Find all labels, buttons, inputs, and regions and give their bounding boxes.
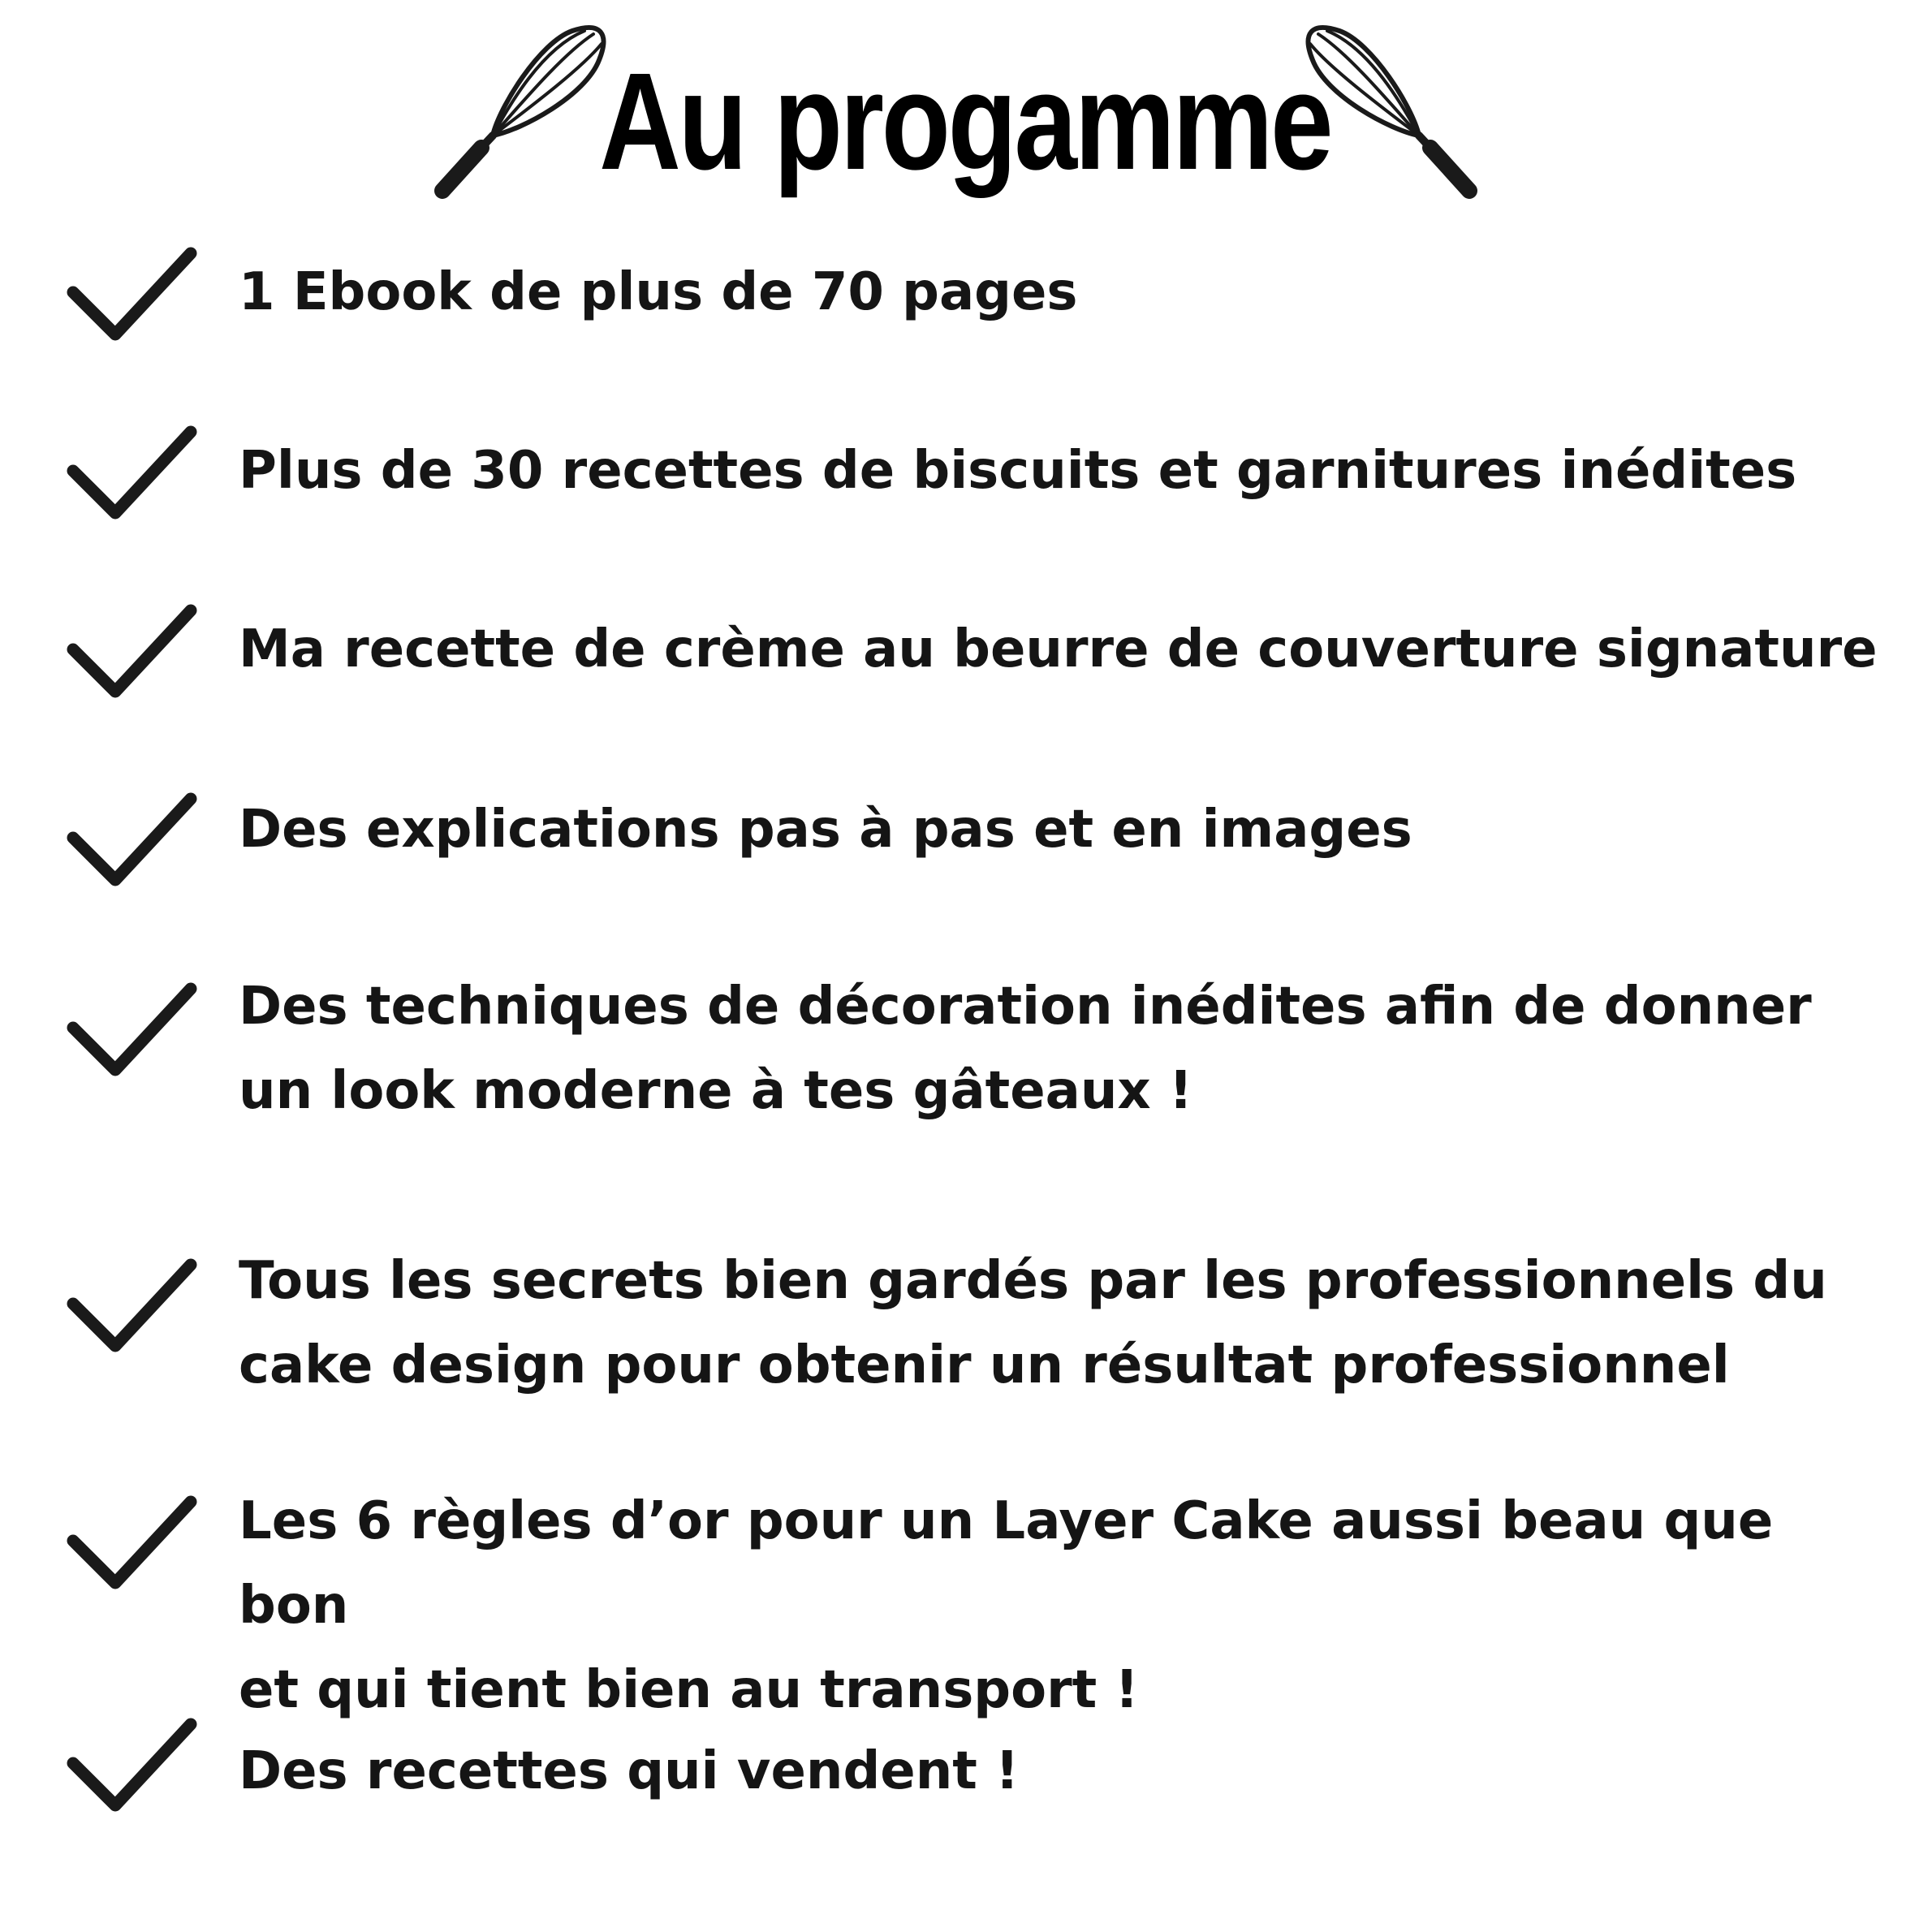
checkmark-icon xyxy=(65,1714,203,1820)
page-title: Au progamme xyxy=(599,45,1331,199)
list-item-text: Plus de 30 recettes de biscuits et garnitures inédites xyxy=(239,441,1797,501)
checkmark-icon xyxy=(65,422,203,528)
list-item-text: 1 Ebook de plus de 70 pages xyxy=(239,262,1078,322)
checkmark-icon xyxy=(65,789,203,895)
checkmark-icon xyxy=(65,1492,203,1598)
page-header xyxy=(0,16,1932,211)
checkmark-icon xyxy=(65,601,203,706)
checkmark-icon xyxy=(65,244,203,349)
checkmark-icon xyxy=(65,1255,203,1361)
list-item-text: Tous les secrets bien gardés par les professionnels du cake design pour obtenir un résultat professionnel xyxy=(239,1251,1827,1395)
list-item-text: Ma recette de crème au beurre de couverture signature xyxy=(239,619,1878,679)
list-item-text: Les 6 règles d’or pour un Layer Cake aussi beau que bon et qui tient bien au transport ! xyxy=(239,1491,1774,1720)
list-item-text: Des recettes qui vendent ! xyxy=(239,1741,1020,1801)
list-item-text: Des techniques de décoration inédites afin de donner un look moderne à tes gâteaux ! xyxy=(239,977,1812,1121)
list-item-text: Des explications pas à pas et en images xyxy=(239,800,1412,860)
whisk-icon xyxy=(1299,16,1494,211)
checkmark-icon xyxy=(65,979,203,1085)
